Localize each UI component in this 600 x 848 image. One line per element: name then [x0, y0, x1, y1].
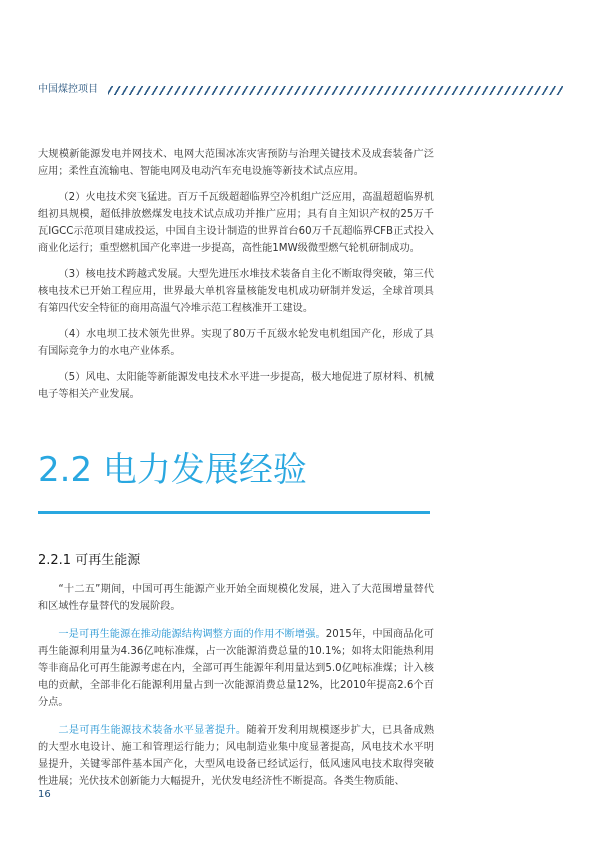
- paragraph-text: 2015年，中国商品化可再生能源利用量为4.36亿吨标准煤，占一次能源消费总量的10.1%；如将太阳能热利用等非商品化可再生能源考虑在内，全部可再生能源年利用量达到5.0亿吨标准煤；计入核电的贡献，全部非化石能源利用量占到一次能源消费总量12%，比2010年提高2.6个百分点。: [38, 629, 434, 708]
- body-paragraph-3: [38, 722, 434, 790]
- section-divider: [38, 511, 430, 514]
- intro-paragraph-2: （2）火电技术突飞猛进。百万千瓦级超超临界空冷机组广泛应用，高温超超临界机组初具规模，超低排放燃煤发电技术试点成功并推广应用；具有自主知识产权的25万千瓦IGCC示范项目建成投运，中国自主设计制造的世界首台60万千瓦超临界CFB正式投入商业化运行；重型燃机国产化率进一步提高，高性能1MW级微型燃气轮机研制成功。: [38, 192, 434, 254]
- header-title: 中国煤控项目: [38, 84, 98, 95]
- intro-paragraph-5: （5）风电、太阳能等新能源发电技术水平进一步提高，极大地促进了原材料、机械电子等相关产业发展。: [38, 372, 434, 400]
- intro-paragraph-3: （3）核电技术跨越式发展。大型先进压水堆技术装备自主化不断取得突破，第三代核电技术已开始工程应用，世界最大单机容量核能发电机成功研制并发运，全球首项具有第四代安全特征的商用高温气冷堆示范工程核准开工建设。: [38, 269, 434, 314]
- page-header: [38, 83, 563, 97]
- intro-paragraph-4: （4）水电坝工技术领先世界。实现了80万千瓦级水轮发电机组国产化，形成了具有国际竞争力的水电产业体系。: [38, 329, 434, 357]
- header-hatch-decoration: [108, 86, 563, 95]
- intro-paragraph-1: 大规模新能源发电并网技术、电网大范围冰冻灾害预防与治理关键技术及成套装备广泛应用；柔性直流输电、智能电网及电动汽车充电设施等新技术试点应用。: [38, 149, 434, 177]
- intro-text-block: [38, 146, 434, 412]
- paragraph-text: 随着开发利用规模逐步扩大，已具备成熟的大型水电设计、施工和管理运行能力；风电制造业集中度显著提高，风电技术水平明显提升，关键零部件基本国产化，大型风电设备已经试运行，低风速风电技术取得突破性进展；光伏技术创新能力大幅提升，光伏发电经济性不断提高。各类生物质能、: [38, 725, 435, 787]
- section-heading: 2.2 电力发展经验: [38, 450, 307, 490]
- lead-sentence: 二是可再生能源技术装备水平显著提升。: [58, 725, 247, 736]
- body-paragraph-1: “十二五”期间，中国可再生能源产业开始全面规模化发展，进入了大范围增量替代和区域性存量替代的发展阶段。: [38, 584, 434, 612]
- body-text-block: [38, 581, 434, 801]
- body-paragraph-2: [38, 626, 434, 711]
- lead-sentence: 一是可再生能源在推动能源结构调整方面的作用不断增强。: [58, 629, 326, 640]
- page-number: 16: [38, 789, 51, 800]
- subsection-heading: 2.2.1 可再生能源: [38, 553, 141, 568]
